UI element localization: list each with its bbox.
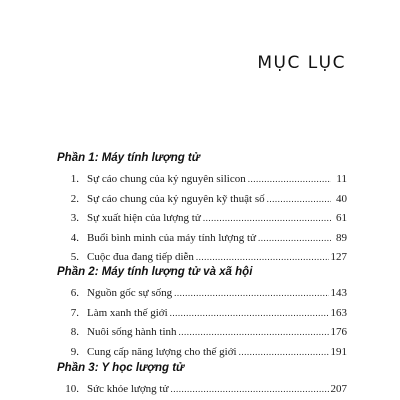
part-heading: Phần 1: Máy tính lượng tử: [57, 152, 200, 164]
entry-title: Sự xuất hiện của lượng tử: [87, 212, 201, 224]
entry-number: 1.: [70, 173, 79, 185]
toc-entry[interactable]: [57, 284, 347, 304]
entry-title: Sự cáo chung của kỷ nguyên kỹ thuật số: [87, 192, 265, 205]
entry-number: 6.: [70, 287, 79, 299]
page-title: MỤC LỤC: [257, 53, 346, 73]
toc-entry-list: [57, 380, 347, 400]
toc-entry-list: [57, 170, 347, 268]
entry-title: Nuôi sống hành tinh: [87, 326, 177, 338]
part-heading: Phần 2: Máy tính lượng tử và xã hội: [57, 266, 253, 278]
toc-entry[interactable]: [57, 229, 347, 249]
toc-entry[interactable]: [57, 304, 347, 324]
dot-leader: [179, 323, 329, 343]
toc-entry-list: [57, 284, 347, 362]
entry-title: Nguồn gốc sự sống: [87, 287, 173, 299]
entry-title: Cung cấp năng lượng cho thế giới: [87, 345, 237, 358]
entry-page-number: 176: [330, 326, 347, 338]
dot-leader: [170, 380, 328, 400]
entry-number: 2.: [70, 192, 79, 205]
part-heading: Phần 3: Y học lượng tử: [57, 362, 185, 374]
entry-number: 8.: [70, 326, 79, 338]
toc-entry[interactable]: [57, 209, 347, 229]
toc-entry[interactable]: [57, 323, 347, 343]
entry-number: 7.: [70, 306, 79, 319]
entry-title: Buổi bình minh của máy tính lượng tử: [87, 231, 256, 244]
entry-page-number: 207: [330, 383, 347, 395]
entry-title: Sự cáo chung của kỷ nguyên silicon: [87, 173, 246, 185]
entry-page-number: 143: [330, 287, 347, 299]
toc-part-3: [57, 360, 347, 400]
entry-number: 5.: [70, 251, 79, 263]
dot-leader: [248, 170, 331, 190]
toc-entry[interactable]: [57, 170, 347, 190]
entry-page-number: 11: [336, 173, 347, 185]
entry-page-number: 40: [336, 192, 347, 205]
entry-page-number: 127: [330, 251, 347, 263]
toc-part-1: [57, 150, 347, 268]
toc-part-2: [57, 264, 347, 362]
entry-page-number: 163: [330, 306, 347, 319]
entry-number: 3.: [70, 212, 79, 224]
toc-entry[interactable]: [57, 380, 347, 400]
entry-page-number: 89: [336, 231, 347, 244]
dot-leader: [203, 209, 331, 229]
entry-title: Sức khỏe lượng tử: [87, 383, 169, 395]
entry-number: 9.: [70, 345, 79, 358]
entry-number: 4.: [70, 231, 79, 244]
dot-leader: [170, 304, 329, 324]
dot-leader: [174, 284, 328, 304]
toc-entry[interactable]: [57, 190, 347, 210]
entry-number: 10.: [65, 383, 79, 395]
dot-leader: [267, 190, 331, 210]
dot-leader: [258, 229, 331, 249]
entry-page-number: 191: [330, 345, 347, 358]
entry-title: Làm xanh thế giới: [87, 306, 168, 319]
entry-page-number: 61: [336, 212, 347, 224]
entry-title: Cuộc đua đang tiếp diễn: [87, 251, 194, 263]
